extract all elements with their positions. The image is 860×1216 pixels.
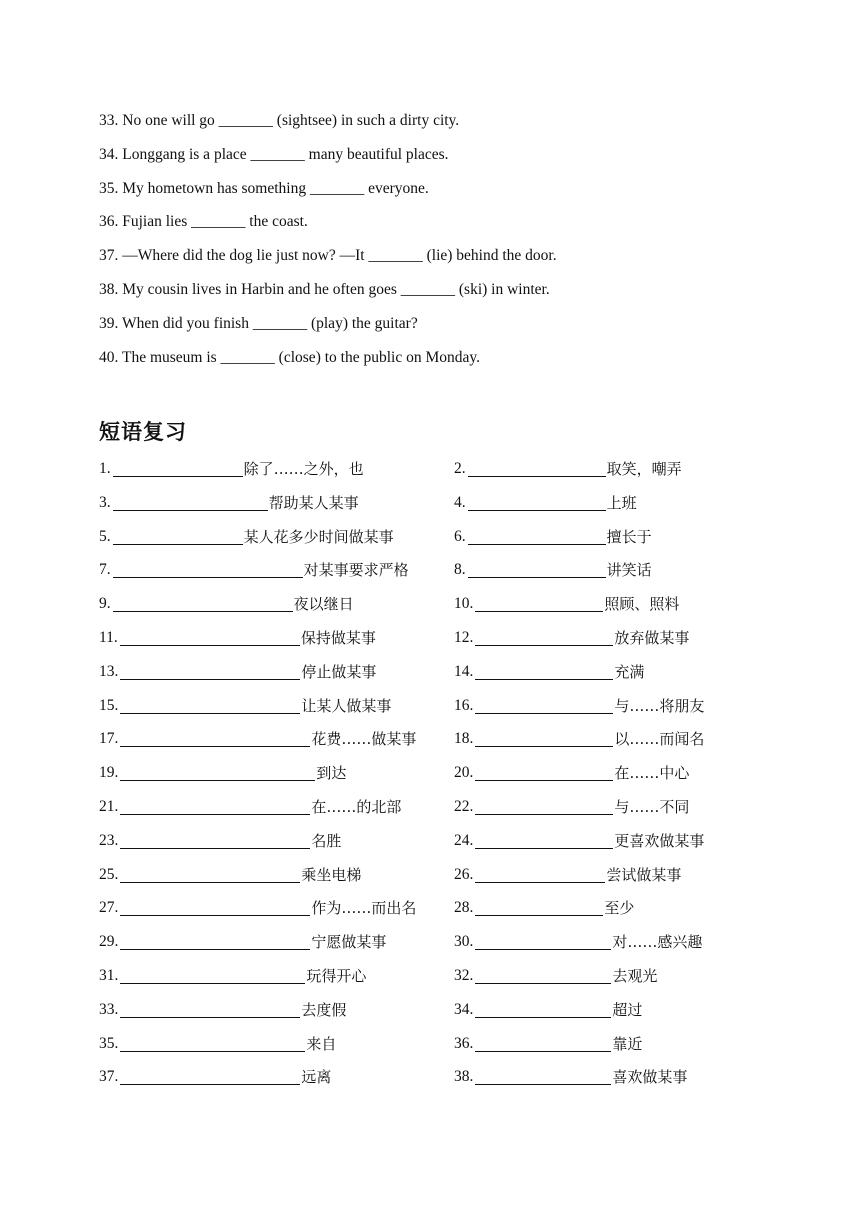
answer-blank[interactable] <box>120 932 310 950</box>
phrase-number: 3. <box>99 493 111 511</box>
phrase-meaning: 停止做某事 <box>301 662 377 681</box>
answer-blank[interactable] <box>468 527 606 545</box>
answer-blank[interactable] <box>475 865 605 883</box>
phrase-number: 26. <box>454 865 474 883</box>
phrase-number: 14. <box>454 662 474 680</box>
phrase-number: 18. <box>454 730 474 748</box>
phrase-row <box>99 1033 819 1067</box>
sentence-34: 34. Longgang is a place _______ many beautiful places. <box>99 145 449 163</box>
phrase-item <box>454 627 814 649</box>
phrase-number: 20. <box>454 764 474 782</box>
phrase-item <box>454 559 814 581</box>
phrase-meaning: 让某人做某事 <box>301 696 392 715</box>
phrase-meaning: 以……而闻名 <box>614 730 705 749</box>
phrase-number: 34. <box>454 1000 474 1018</box>
phrase-number: 6. <box>454 527 466 545</box>
phrase-item <box>99 728 454 750</box>
phrase-meaning: 取笑，嘲弄 <box>606 460 682 478</box>
phrase-meaning: 更喜欢做某事 <box>614 831 705 850</box>
phrase-item <box>99 830 454 852</box>
phrase-item <box>454 897 814 919</box>
phrase-meaning: 喜欢做某事 <box>612 1068 688 1087</box>
sentence-exercise-list <box>99 110 799 380</box>
phrase-meaning: 某人花多少时间做某事 <box>243 527 394 546</box>
phrase-number: 35. <box>99 1034 119 1052</box>
answer-blank[interactable] <box>120 865 300 883</box>
phrase-item <box>454 931 814 953</box>
answer-blank[interactable] <box>475 932 611 950</box>
answer-blank[interactable] <box>120 1067 300 1085</box>
phrase-number: 25. <box>99 865 119 883</box>
phrase-item <box>454 458 814 480</box>
answer-blank[interactable] <box>475 1000 611 1018</box>
phrase-meaning: 帮助某人某事 <box>268 493 359 512</box>
section-title: 短语复习 <box>99 420 187 444</box>
phrase-row <box>99 728 819 762</box>
phrase-item <box>454 830 814 852</box>
phrase-row <box>99 796 819 830</box>
phrase-item <box>454 526 814 548</box>
answer-blank[interactable] <box>120 1000 300 1018</box>
phrase-number: 12. <box>454 628 474 646</box>
phrase-item <box>99 627 454 649</box>
phrase-item <box>454 864 814 886</box>
phrase-number: 23. <box>99 831 119 849</box>
answer-blank[interactable] <box>120 797 310 815</box>
sentence-35: 35. My hometown has something _______ everyone. <box>99 179 429 197</box>
answer-blank[interactable] <box>120 966 305 984</box>
phrase-row <box>99 931 819 965</box>
answer-blank[interactable] <box>120 1034 305 1052</box>
answer-blank[interactable] <box>120 898 310 916</box>
answer-blank[interactable] <box>113 459 243 477</box>
phrase-row <box>99 965 819 999</box>
phrase-item <box>454 965 814 987</box>
answer-blank[interactable] <box>475 662 613 680</box>
phrase-item <box>99 559 454 581</box>
phrase-meaning: 作为……而出名 <box>311 899 417 918</box>
phrase-item <box>99 458 454 480</box>
answer-blank[interactable] <box>120 696 300 714</box>
phrase-meaning: 乘坐电梯 <box>301 865 362 884</box>
phrase-number: 30. <box>454 933 474 951</box>
phrase-meaning: 名胜 <box>311 831 342 850</box>
phrase-item <box>454 593 814 615</box>
phrase-item <box>99 931 454 953</box>
sentence-33: 33. No one will go _______ (sightsee) in such a dirty city. <box>99 112 460 129</box>
phrase-number: 13. <box>99 662 119 680</box>
phrase-number: 19. <box>99 764 119 782</box>
answer-blank[interactable] <box>120 729 310 747</box>
answer-blank[interactable] <box>475 696 613 714</box>
answer-blank[interactable] <box>475 831 613 849</box>
phrase-number: 10. <box>454 595 474 613</box>
answer-blank[interactable] <box>475 729 613 747</box>
phrase-number: 8. <box>454 561 466 579</box>
answer-blank[interactable] <box>475 763 613 781</box>
phrase-number: 28. <box>454 899 474 917</box>
answer-blank[interactable] <box>120 831 310 849</box>
phrase-meaning: 至少 <box>604 899 635 918</box>
answer-blank[interactable] <box>475 966 611 984</box>
phrase-number: 9. <box>99 595 111 613</box>
phrase-row <box>99 492 819 526</box>
phrase-meaning: 去观光 <box>612 966 658 985</box>
answer-blank[interactable] <box>120 763 315 781</box>
phrase-number: 2. <box>454 460 466 477</box>
phrase-meaning: 照顾、照料 <box>604 595 680 614</box>
phrase-item <box>454 796 814 818</box>
phrase-meaning: 来自 <box>306 1034 337 1053</box>
phrase-number: 36. <box>454 1034 474 1052</box>
phrase-item <box>454 728 814 750</box>
phrase-number: 21. <box>99 797 119 815</box>
phrase-row <box>99 661 819 695</box>
phrase-number: 17. <box>99 730 119 748</box>
phrase-number: 31. <box>99 966 119 984</box>
phrase-meaning: 到达 <box>316 764 347 783</box>
phrase-item <box>99 526 454 548</box>
phrase-number: 38. <box>454 1068 474 1086</box>
phrase-number: 5. <box>99 527 111 545</box>
answer-blank[interactable] <box>468 459 606 477</box>
phrase-meaning: 放弃做某事 <box>614 628 690 647</box>
phrase-number: 16. <box>454 696 474 714</box>
phrase-row <box>99 458 819 492</box>
phrase-meaning: 充满 <box>614 662 645 681</box>
answer-blank[interactable] <box>475 1034 611 1052</box>
phrase-number: 4. <box>454 493 466 511</box>
phrase-meaning: 上班 <box>606 493 637 512</box>
phrase-item <box>454 492 814 514</box>
phrase-item <box>454 999 814 1021</box>
answer-blank[interactable] <box>475 1067 611 1085</box>
phrase-meaning: 玩得开心 <box>306 966 367 985</box>
answer-blank[interactable] <box>113 560 303 578</box>
phrase-item <box>99 593 454 615</box>
phrase-meaning: 与……将朋友 <box>614 696 705 715</box>
phrase-meaning: 对某事要求严格 <box>303 561 409 580</box>
answer-blank[interactable] <box>113 594 293 612</box>
phrase-meaning: 尝试做某事 <box>606 865 682 884</box>
phrase-item <box>454 762 814 784</box>
phrase-item <box>99 796 454 818</box>
phrase-row <box>99 526 819 560</box>
phrase-item <box>99 999 454 1021</box>
phrase-meaning: 超过 <box>612 1000 643 1019</box>
phrase-number: 11. <box>99 628 118 646</box>
phrase-row <box>99 559 819 593</box>
answer-blank[interactable] <box>468 493 606 511</box>
phrase-row <box>99 999 819 1033</box>
phrase-meaning: 花费……做某事 <box>311 730 417 749</box>
phrase-row <box>99 897 819 931</box>
answer-blank[interactable] <box>475 628 613 646</box>
phrase-row <box>99 1066 819 1100</box>
sentence-38: 38. My cousin lives in Harbin and he often goes _______ (ski) in winter. <box>99 280 550 298</box>
phrase-item <box>99 762 454 784</box>
phrase-meaning: 擅长于 <box>606 527 652 546</box>
phrase-item <box>99 1066 454 1088</box>
phrase-row <box>99 695 819 729</box>
phrase-meaning: 在……中心 <box>614 764 690 783</box>
phrase-review-list <box>99 458 819 1100</box>
phrase-meaning: 保持做某事 <box>300 628 376 647</box>
phrase-item <box>99 965 454 987</box>
sentence-37: 37. —Where did the dog lie just now? —It _______ (lie) behind the door. <box>99 247 557 265</box>
phrase-item <box>454 1066 814 1088</box>
phrase-item <box>454 661 814 683</box>
phrase-item <box>99 897 454 919</box>
phrase-meaning: 与……不同 <box>614 797 690 816</box>
phrase-number: 29. <box>99 933 119 951</box>
phrase-meaning: 讲笑话 <box>606 561 652 580</box>
phrase-row <box>99 762 819 796</box>
answer-blank[interactable] <box>475 898 603 916</box>
phrase-number: 1. <box>99 460 111 477</box>
phrase-item <box>99 1033 454 1055</box>
phrase-number: 37. <box>99 1068 119 1086</box>
sentence-36: 36. Fujian lies _______ the coast. <box>99 213 308 231</box>
phrase-number: 7. <box>99 561 111 579</box>
phrase-number: 32. <box>454 966 474 984</box>
phrase-row <box>99 830 819 864</box>
answer-blank[interactable] <box>475 797 613 815</box>
phrase-meaning: 远离 <box>301 1068 332 1087</box>
phrase-item <box>99 492 454 514</box>
phrase-number: 24. <box>454 831 474 849</box>
phrase-meaning: 对……感兴趣 <box>612 933 703 952</box>
phrase-number: 22. <box>454 797 474 815</box>
answer-blank[interactable] <box>120 628 300 646</box>
phrase-item <box>99 695 454 717</box>
sentence-40: 40. The museum is _______ (close) to the public on Monday. <box>99 348 480 366</box>
phrase-number: 15. <box>99 696 119 714</box>
answer-blank[interactable] <box>120 662 300 680</box>
phrase-row <box>99 627 819 661</box>
phrase-item <box>454 695 814 717</box>
phrase-meaning: 在……的北部 <box>311 797 402 816</box>
phrase-meaning: 宁愿做某事 <box>311 933 387 952</box>
sentence-39: 39. When did you finish _______ (play) the guitar? <box>99 314 418 332</box>
phrase-meaning: 靠近 <box>612 1034 643 1053</box>
phrase-number: 33. <box>99 1000 119 1018</box>
phrase-item <box>99 864 454 886</box>
phrase-meaning: 去度假 <box>301 1000 347 1019</box>
phrase-item <box>454 1033 814 1055</box>
phrase-item <box>99 661 454 683</box>
answer-blank[interactable] <box>113 493 268 511</box>
answer-blank[interactable] <box>475 594 603 612</box>
phrase-row <box>99 593 819 627</box>
answer-blank[interactable] <box>468 560 606 578</box>
phrase-row <box>99 864 819 898</box>
phrase-number: 27. <box>99 899 119 917</box>
phrase-meaning: 夜以继日 <box>293 595 354 614</box>
answer-blank[interactable] <box>113 527 243 545</box>
phrase-meaning: 除了……之外，也 <box>243 460 364 478</box>
